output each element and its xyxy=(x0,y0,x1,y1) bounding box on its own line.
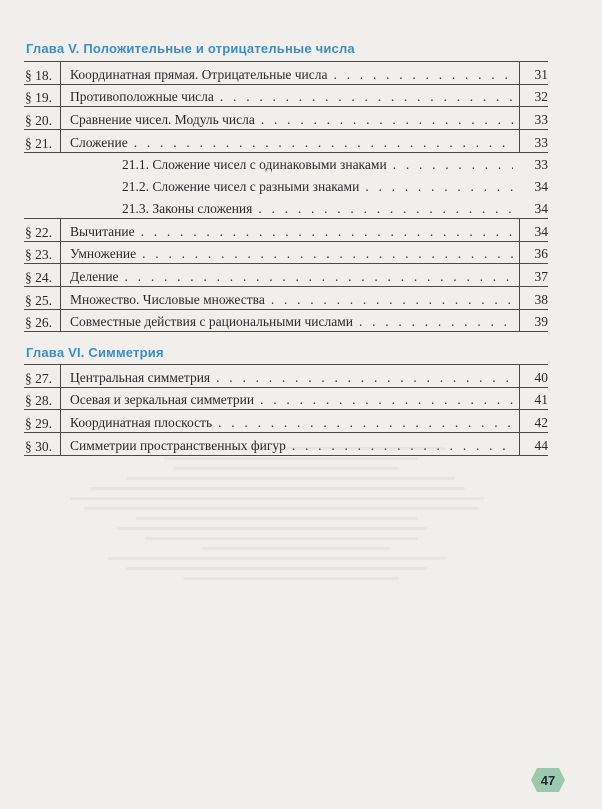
page-ref: 34 xyxy=(534,200,548,216)
section-number: § 21. xyxy=(25,135,52,151)
section-title: Координатная плоскость xyxy=(70,415,213,431)
column-rule xyxy=(60,85,61,107)
dot-leader xyxy=(218,415,513,431)
dot-leader xyxy=(261,112,513,128)
column-rule xyxy=(60,410,61,432)
page-ref: 34 xyxy=(534,223,548,239)
column-rule xyxy=(60,242,61,264)
toc-item[interactable] xyxy=(24,263,548,286)
toc-subitem[interactable] xyxy=(24,153,548,175)
column-rule xyxy=(519,85,520,107)
column-rule xyxy=(519,388,520,410)
column-rule xyxy=(60,287,61,309)
section-title: 21.2. Сложение чисел с разными знаками xyxy=(122,179,360,195)
section-title: Осевая и зеркальная симметрии xyxy=(70,392,255,408)
column-rule xyxy=(519,107,520,129)
page-ref: 42 xyxy=(534,415,548,431)
page-ref: 40 xyxy=(534,369,548,385)
section-title: Сравнение чисел. Модуль числа xyxy=(70,112,255,128)
chapter-6-toc xyxy=(24,364,548,456)
toc-item[interactable] xyxy=(24,106,548,129)
column-rule xyxy=(60,219,61,241)
section-number: § 20. xyxy=(25,113,52,129)
section-title: 21.1. Сложение чисел с одинаковыми знаками xyxy=(122,157,387,173)
toc-item[interactable] xyxy=(24,387,548,410)
column-rule xyxy=(60,264,61,286)
page-ref: 31 xyxy=(534,66,548,82)
section-number: § 18. xyxy=(25,67,52,83)
dot-leader xyxy=(334,67,514,83)
section-number: § 28. xyxy=(25,393,52,409)
column-rule xyxy=(519,410,520,432)
dot-leader xyxy=(141,224,513,240)
column-rule xyxy=(60,62,61,84)
dot-leader xyxy=(134,135,513,151)
section-title: Умножение xyxy=(70,246,137,262)
page-ref: 33 xyxy=(534,134,548,150)
toc-subitem[interactable] xyxy=(24,174,548,196)
dot-leader xyxy=(220,89,513,105)
section-title: Деление xyxy=(70,268,119,284)
page-ref: 38 xyxy=(534,291,548,307)
dot-leader xyxy=(258,201,513,217)
section-number: § 30. xyxy=(25,438,52,454)
section-title: Совместные действия с рациональными числами xyxy=(70,314,353,330)
column-rule xyxy=(519,130,520,152)
toc-item[interactable] xyxy=(24,409,548,432)
page-ref: 33 xyxy=(534,157,548,173)
dot-leader xyxy=(271,292,513,308)
column-rule xyxy=(519,264,520,286)
page-ref: 44 xyxy=(534,437,548,453)
dot-leader xyxy=(365,179,513,195)
section-title: Сложение xyxy=(70,134,128,150)
toc-item[interactable] xyxy=(24,309,548,333)
section-number: § 25. xyxy=(25,292,52,308)
column-rule xyxy=(60,310,61,332)
column-rule xyxy=(60,365,61,387)
section-number: § 24. xyxy=(25,269,52,285)
page-ref: 41 xyxy=(534,392,548,408)
toc-item[interactable] xyxy=(24,241,548,264)
toc-item[interactable] xyxy=(24,61,548,84)
column-rule xyxy=(519,287,520,309)
page-ref: 32 xyxy=(534,89,548,105)
column-rule xyxy=(519,242,520,264)
section-number: § 22. xyxy=(25,224,52,240)
page-ref: 34 xyxy=(534,179,548,195)
chapter-5-toc xyxy=(24,61,548,332)
page-ref: 36 xyxy=(534,246,548,262)
section-number: § 27. xyxy=(25,370,52,386)
toc-item[interactable] xyxy=(24,129,548,153)
toc-item[interactable] xyxy=(24,84,548,107)
bleed-through-text xyxy=(70,437,540,740)
page-ref: 33 xyxy=(534,112,548,128)
dot-leader xyxy=(359,314,513,330)
page-ref: 37 xyxy=(534,268,548,284)
section-title: Противоположные числа xyxy=(70,89,214,105)
chapter-6-heading: Глава VI. Симметрия xyxy=(26,345,164,360)
section-number: § 23. xyxy=(25,247,52,263)
section-title: Симметрии пространственных фигур xyxy=(70,437,286,453)
toc-item[interactable] xyxy=(24,218,548,241)
toc-item[interactable] xyxy=(24,364,548,387)
toc-item[interactable] xyxy=(24,432,548,456)
toc-item[interactable] xyxy=(24,286,548,309)
column-rule xyxy=(519,219,520,241)
section-title: Множество. Числовые множества xyxy=(70,291,265,307)
column-rule xyxy=(519,310,520,332)
section-number: § 19. xyxy=(25,90,52,106)
column-rule xyxy=(60,107,61,129)
section-number: § 26. xyxy=(25,315,52,331)
column-rule xyxy=(60,130,61,152)
dot-leader xyxy=(142,246,513,262)
page-ref: 39 xyxy=(534,314,548,330)
dot-leader xyxy=(260,392,513,408)
dot-leader xyxy=(292,438,513,454)
page-number-badge xyxy=(531,768,565,792)
column-rule xyxy=(60,433,61,455)
column-rule xyxy=(60,388,61,410)
section-title: Координатная прямая. Отрицательные числа xyxy=(70,66,328,82)
page-number: 47 xyxy=(540,772,556,788)
dot-leader xyxy=(125,269,513,285)
column-rule xyxy=(519,62,520,84)
column-rule xyxy=(519,365,520,387)
section-number: § 29. xyxy=(25,416,52,432)
chapter-5-heading: Глава V. Положительные и отрицательные числа xyxy=(26,41,355,56)
column-rule xyxy=(519,433,520,455)
section-title: Центральная симметрия xyxy=(70,369,211,385)
section-title: 21.3. Законы сложения xyxy=(122,200,253,216)
dot-leader xyxy=(216,370,513,386)
dot-leader xyxy=(393,157,513,173)
section-title: Вычитание xyxy=(70,223,135,239)
toc-subitem[interactable] xyxy=(24,196,548,218)
